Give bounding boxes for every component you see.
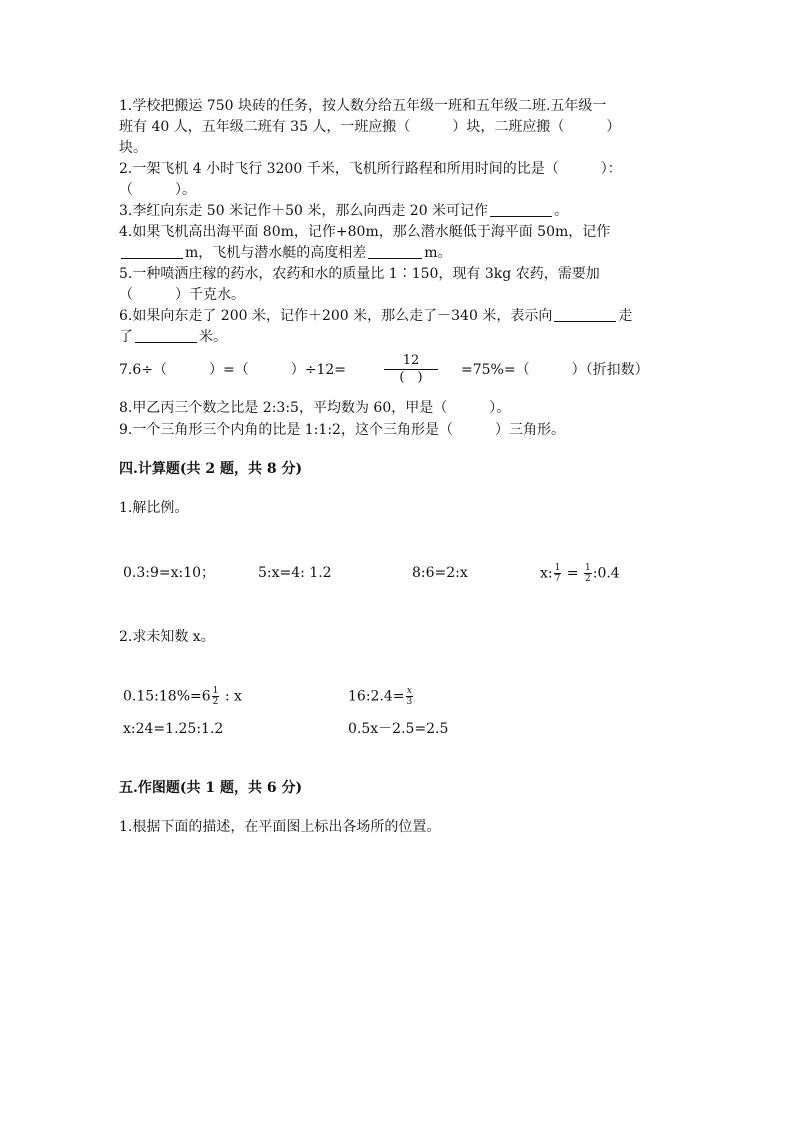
- q5-line2: （ ）千克水。: [119, 287, 245, 303]
- q8-line: 8.甲乙丙三个数之比是 2:3:5，平均数为 60，甲是（ ）。: [119, 400, 511, 416]
- eq4-f2-den: 2: [585, 574, 591, 584]
- q6-answer-blank-2[interactable]: [135, 328, 197, 343]
- ueq1-post: : x: [220, 688, 242, 705]
- q2-line2: （ ）。: [119, 182, 196, 198]
- ueq2-f-num: x: [406, 686, 412, 696]
- q7-part2: =75%=（ ）（折扣数）: [461, 362, 649, 378]
- ueq1-pre: 0.15:18%=6: [123, 688, 211, 705]
- ueq2-pre: 16:2.4=: [348, 688, 405, 705]
- q3-line: [119, 201, 568, 221]
- eq4-post: :0.4: [592, 565, 620, 582]
- ueq1-f-den: 2: [212, 697, 219, 707]
- q4-answer-blank-1[interactable]: [121, 244, 183, 259]
- q3-answer-blank[interactable]: [490, 202, 552, 217]
- ueq2-fraction: [406, 686, 414, 707]
- eq4-fraction-1: [554, 563, 562, 584]
- q2-line1: 2.一架飞机 4 小时飞行 3200 千米，飞机所行路程和所用时间的比是（ ）：: [119, 161, 622, 177]
- q6-text: 6.如果向东走了 200 米，记作＋200 米，那么走了－340 米，表示向: [119, 308, 553, 324]
- section4-title: 四.计算题(共 2 题，共 8 分): [119, 461, 303, 477]
- q5-line1: 5.一种喷洒庄稼的药水，农药和水的质量比 1∶150，现有 3kg 农药，需要加: [119, 266, 600, 282]
- eq4-f2-num: 1: [585, 563, 591, 573]
- q4-mid: m，飞机与潜水艇的高度相差: [185, 245, 367, 261]
- ueq1-fraction: [212, 686, 220, 707]
- unknown-eq-3: x:24=1.25:1.2: [123, 721, 224, 737]
- q1-line1: 1.学校把搬运 750 块砖的任务，按人数分给五年级一班和五年级二班.五年级一: [119, 98, 607, 114]
- unknown-eq-2: [348, 686, 414, 707]
- q6-answer-blank-1[interactable]: [554, 307, 616, 322]
- ueq2-f-den: 3: [406, 697, 413, 707]
- q3-end: 。: [554, 203, 569, 219]
- q6-line2-start: 了: [119, 329, 133, 345]
- proportion-eq-4: [540, 563, 620, 584]
- eq4-mid: =: [562, 565, 583, 582]
- q4-answer-blank-2[interactable]: [368, 244, 422, 259]
- section4-sub2-label: 2.求未知数 x。: [119, 629, 215, 645]
- q1-line2: 班有 40 人，五年级二班有 35 人，一班应搬（ ）块，二班应搬（ ）: [119, 119, 621, 135]
- q7-fraction-denominator[interactable]: ( ): [399, 370, 423, 385]
- unknown-eq-4: 0.5x－2.5=2.5: [348, 721, 449, 737]
- section4-sub1-label: 1.解比例。: [119, 500, 189, 516]
- proportion-eq-2: 5:x=4: 1.2: [258, 565, 332, 581]
- proportion-eq-1: 0.3:9=x:10；: [123, 565, 216, 581]
- q7-fraction-numerator: 12: [384, 353, 438, 370]
- q4-end: m。: [424, 245, 452, 261]
- eq4-f1-den: 7: [554, 574, 561, 584]
- q7-part1: 7.6÷（ ）=（ ）÷12=: [119, 362, 347, 378]
- section5-sub1: 1.根据下面的描述，在平面图上标出各场所的位置。: [119, 819, 441, 835]
- q6-line2-end: 米。: [199, 329, 227, 345]
- q4-line1: 4.如果飞机高出海平面 80m，记作+80m，那么潜水艇低于海平面 50m，记作: [119, 224, 611, 240]
- proportion-eq-3: 8:6=2:x: [412, 565, 468, 581]
- q1-line3: 块。: [119, 140, 147, 156]
- section5-title: 五.作图题(共 1 题，共 6 分): [119, 780, 303, 796]
- q9-line: 9.一个三角形三个内角的比是 1:1:2，这个三角形是（ ）三角形。: [119, 422, 565, 438]
- eq4-pre: x:: [540, 565, 553, 582]
- eq4-f1-num: 1: [554, 563, 561, 573]
- eq4-fraction-2: [584, 563, 592, 584]
- q6-direction-end: 走: [618, 308, 633, 324]
- unknown-eq-1: [123, 686, 242, 707]
- q3-text: 3.李红向东走 50 米记作＋50 米，那么向西走 20 米可记作: [119, 203, 489, 219]
- q6-line2: [119, 327, 227, 347]
- q6-line1: [119, 306, 632, 326]
- q7-fraction: [384, 353, 438, 386]
- ueq1-f-num: 1: [212, 686, 219, 696]
- q4-line2: [119, 243, 452, 263]
